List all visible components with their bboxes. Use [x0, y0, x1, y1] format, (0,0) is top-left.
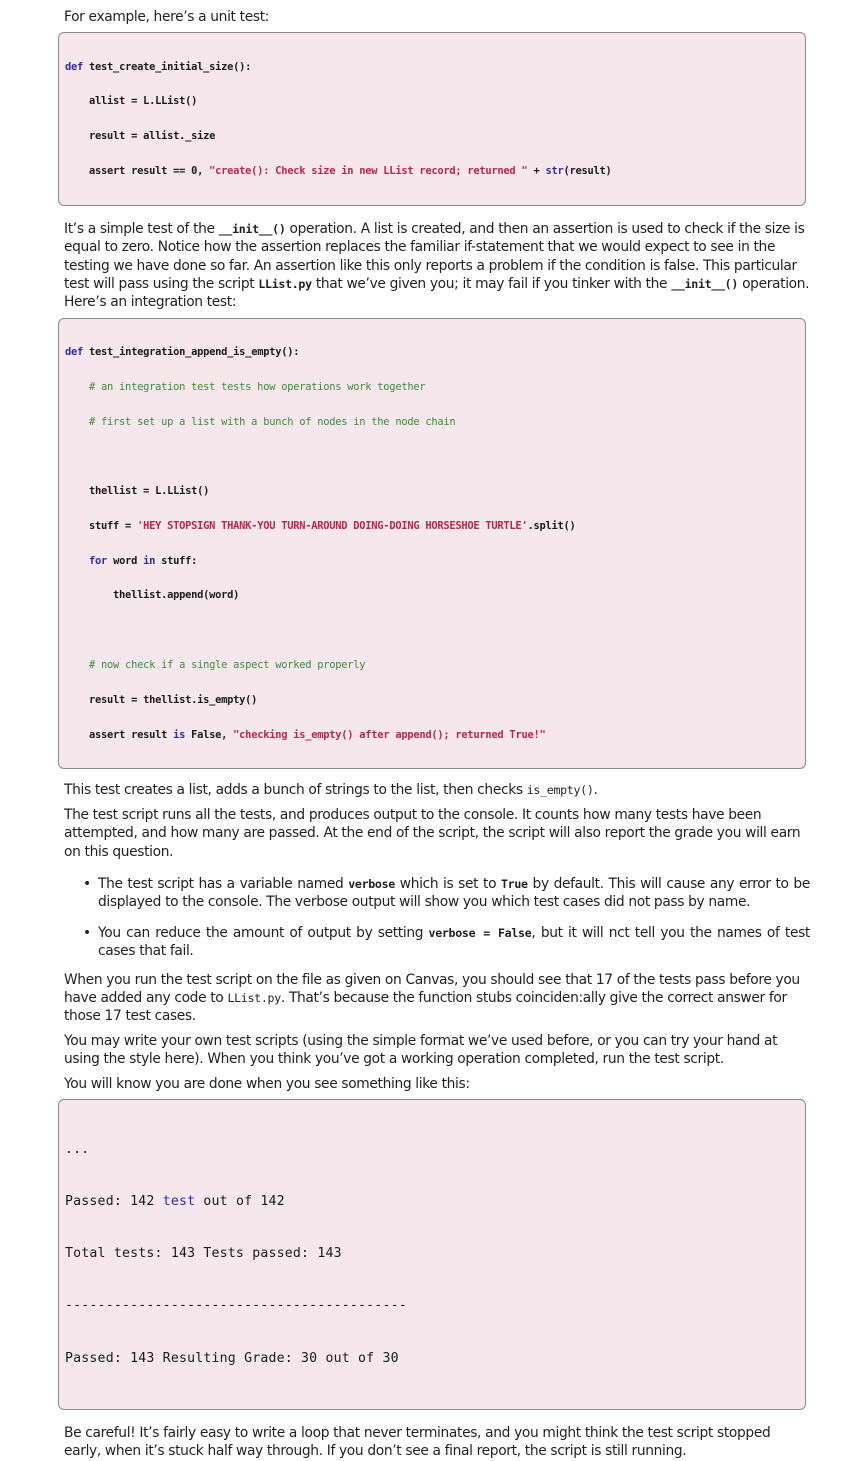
inline-code: LList.py [258, 276, 312, 291]
string-literal: 'HEY STOPSIGN THANK-YOU TURN-AROUND DOING-DOING HORSESHOE TURTLE' [137, 519, 528, 532]
text: operation. [738, 275, 810, 292]
string-literal: "create(): Check size in new LList record; returned " [209, 164, 528, 177]
code-line: result = thellist.is_empty() [65, 693, 258, 706]
output-line [65, 1193, 805, 1210]
code-fragment: word [107, 554, 144, 567]
bullet-dot: • [83, 924, 92, 941]
keyword-def: def [65, 60, 84, 73]
list-item [64, 875, 810, 912]
integration-test-explanation [64, 781, 810, 799]
code-line [65, 347, 805, 359]
blank-line [65, 625, 805, 637]
inline-code: is_empty() [526, 783, 594, 798]
bullet-list [64, 875, 810, 961]
keyword-is: is [173, 728, 186, 741]
output-separator: ------------------------------------------ [65, 1298, 407, 1314]
code-comment: # now check if a single aspect worked properly [65, 658, 366, 671]
output-keyword: test [162, 1194, 196, 1210]
text: , but it will nct tell you the names of test cases that fail. [98, 924, 810, 960]
code-fragment: False, [185, 728, 234, 741]
code-comment: # an integration test tests how operations work together [65, 380, 426, 393]
code-line [65, 62, 805, 74]
canvas-note [64, 971, 810, 1026]
inline-code: verbose = False [428, 925, 532, 940]
code-line: result = allist._size [65, 130, 216, 143]
text: which is set to [394, 875, 501, 892]
code-fragment: (result) [563, 164, 612, 177]
keyword-in: in [143, 554, 156, 567]
bullet-text [98, 924, 810, 961]
inline-code: LList.py [227, 990, 281, 1005]
unit-test-explanation [64, 220, 810, 294]
unit-test-intro: For example, here’s a unit test: [64, 9, 270, 25]
inline-code: __init__() [671, 276, 739, 291]
text: It’s a simple test of the [64, 220, 219, 237]
code-line: thellist = L.LList() [65, 485, 210, 498]
code-fragment: stuff = [65, 519, 138, 532]
blank-line [65, 451, 805, 463]
unit-test-code-block [58, 32, 806, 205]
test-script-description: The test script runs all the tests, and produces output to the console. It counts how many tests have been attempted, and how many are passed. At the end of the script, the script will also report the grade you will earn on this question. [64, 806, 801, 860]
builtin-str: str [545, 164, 564, 177]
function-signature: test_create_initial_size(): [83, 60, 252, 73]
code-fragment: .split() [527, 519, 576, 532]
code-fragment: assert result [65, 728, 174, 741]
output-line: Total tests: 143 Tests passed: 143 [65, 1246, 342, 1262]
integration-test-code-block [58, 318, 806, 770]
text: operation. A list is created, and then an assertion is used to check if the size is equal to zero. Notice how the assertion replaces the familiar if-statement that we would expect to see in the testing we have done so far. An assertion like this only reports a problem if the condition is false. This particular test will pass using the script [64, 220, 805, 292]
text: When you run the test script on the file as given on Canvas, you should see that 17 of the tests pass before you have added any code to [64, 971, 800, 1006]
code-line [65, 730, 805, 742]
list-item [64, 924, 810, 961]
keyword-def: def [65, 345, 84, 358]
integration-test-intro: Here’s an integration test: [64, 294, 237, 311]
warning-note: Be careful! It’s fairly easy to write a loop that never terminates, and you might think the test script stopped early, when it’s stuck half way through. If you don’t see a final report, the script is still running. [64, 1424, 771, 1460]
done-note: You will know you are done when you see something like this: [64, 1075, 470, 1092]
text: that we’ve given you; it may fail if you tinker with the [311, 275, 672, 292]
code-fragment: assert result == 0, [65, 164, 210, 177]
document-page [64, 8, 810, 1461]
output-fragment: out of 142 [195, 1194, 285, 1210]
code-comment: # first set up a list with a bunch of nodes in the node chain [65, 415, 456, 428]
text: You can reduce the amount of output by setting [98, 924, 429, 941]
output-line: ... [65, 1141, 90, 1157]
own-tests-note: You may write your own test scripts (using the simple format we’ve used before, or you can try your hand at using the style here). When you think you’ve got a working operation completed, run the test script. [64, 1032, 778, 1068]
text: The test script has a variable named [98, 875, 349, 892]
text: . That’s because the function stubs coinciden:ally give the correct answer for those 17 test cases. [64, 989, 787, 1025]
code-line [65, 521, 805, 533]
text: by default. This will cause any error to be displayed to the console. The verbose output will show you which test cases did not pass by name. [98, 875, 810, 911]
code-fragment: + [527, 164, 546, 177]
string-literal: "checking is_empty() after append(); returned True!" [233, 728, 546, 741]
code-line: allist = L.LList() [65, 95, 198, 108]
inline-code: __init__() [218, 221, 286, 236]
function-signature: test_integration_append_is_empty(): [83, 345, 300, 358]
code-fragment: stuff: [155, 554, 198, 567]
code-line: thellist.append(word) [65, 589, 240, 602]
inline-code: verbose [348, 876, 395, 891]
output-line: Passed: 143 Resulting Grade: 30 out of 30 [65, 1350, 399, 1366]
keyword-for: for [89, 554, 108, 567]
text: This test creates a list, adds a bunch of strings to the list, then checks [64, 782, 527, 799]
code-line [65, 166, 805, 178]
bullet-dot: • [83, 875, 92, 892]
sample-output-block [58, 1099, 806, 1410]
output-fragment: Passed: 142 [65, 1194, 163, 1210]
text: . [593, 782, 598, 799]
bullet-text [98, 875, 810, 912]
code-line [65, 556, 805, 568]
inline-code: True [501, 876, 528, 891]
